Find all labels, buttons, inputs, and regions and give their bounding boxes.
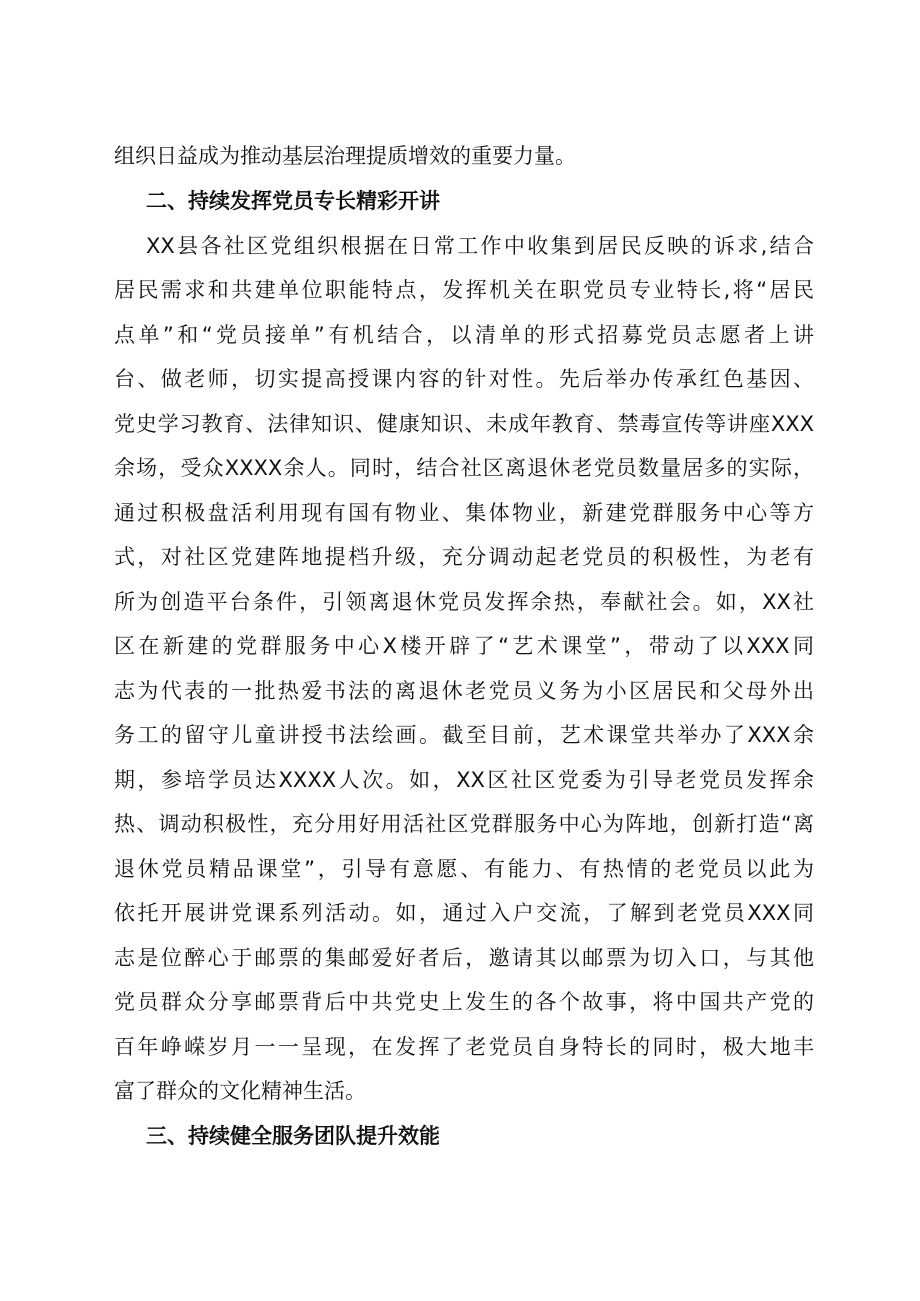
body-line: 百年峥嵘岁月一一呈现，在发挥了老党员自身特长的同时，极大地丰 xyxy=(114,1035,814,1059)
section-2-heading: 二、持续发挥党员专长精彩开讲 xyxy=(146,189,440,213)
body-line: 所为创造平台条件，引领离退休党员发挥余热，奉献社会。如，XX社 xyxy=(114,590,814,614)
body-line: 式，对社区党建阵地提档升级，充分调动起老党员的积极性，为老有 xyxy=(114,545,814,569)
body-line: 富了群众的文化精神生活。 xyxy=(114,1079,366,1103)
body-line: 通过积极盘活利用现有国有物业、集体物业，新建党群服务中心等方 xyxy=(114,501,814,525)
body-line: XX县各社区党组织根据在日常工作中收集到居民反映的诉求,结合 xyxy=(146,234,814,258)
body-line: 期，参培学员达XXXX人次。如，XX区社区党委为引导老党员发挥余 xyxy=(114,768,814,792)
body-line: 热、调动积极性，充分用好用活社区党群服务中心为阵地，创新打造“离 xyxy=(114,812,814,836)
body-line: 退休党员精品课堂”，引导有意愿、有能力、有热情的老党员以此为 xyxy=(114,857,814,881)
body-line: 台、做老师，切实提高授课内容的针对性。先后举办传承红色基因、 xyxy=(114,367,814,391)
section-3-heading: 三、持续健全服务团队提升效能 xyxy=(146,1124,440,1148)
body-line: 依托开展讲党课系列活动。如，通过入户交流，了解到老党员XXX同 xyxy=(114,901,814,925)
body-line: 居民需求和共建单位职能特点，发挥机关在职党员专业特长,将“居民 xyxy=(114,278,814,302)
body-line: 党员群众分享邮票背后中共党史上发生的各个故事，将中国共产党的 xyxy=(114,990,814,1014)
body-line: 点单”和“党员接单”有机结合，以清单的形式招募党员志愿者上讲 xyxy=(114,323,814,347)
body-line: 区在新建的党群服务中心X楼开辟了“艺术课堂”，带动了以XXX同 xyxy=(114,634,814,658)
body-line: 务工的留守儿童讲授书法绘画。截至目前，艺术课堂共举办了XXX余 xyxy=(114,723,814,747)
body-line: 党史学习教育、法律知识、健康知识、未成年教育、禁毒宣传等讲座XXX xyxy=(114,412,814,436)
body-line: 志是位醉心于邮票的集邮爱好者后，邀请其以邮票为切入口，与其他 xyxy=(114,946,814,970)
body-line: 志为代表的一批热爱书法的离退休老党员义务为小区居民和父母外出 xyxy=(114,679,814,703)
intro-tail-line: 组织日益成为推动基层治理提质增效的重要力量。 xyxy=(114,144,576,168)
body-line: 余场，受众XXXX余人。同时，结合社区离退休老党员数量居多的实际， xyxy=(114,456,814,480)
